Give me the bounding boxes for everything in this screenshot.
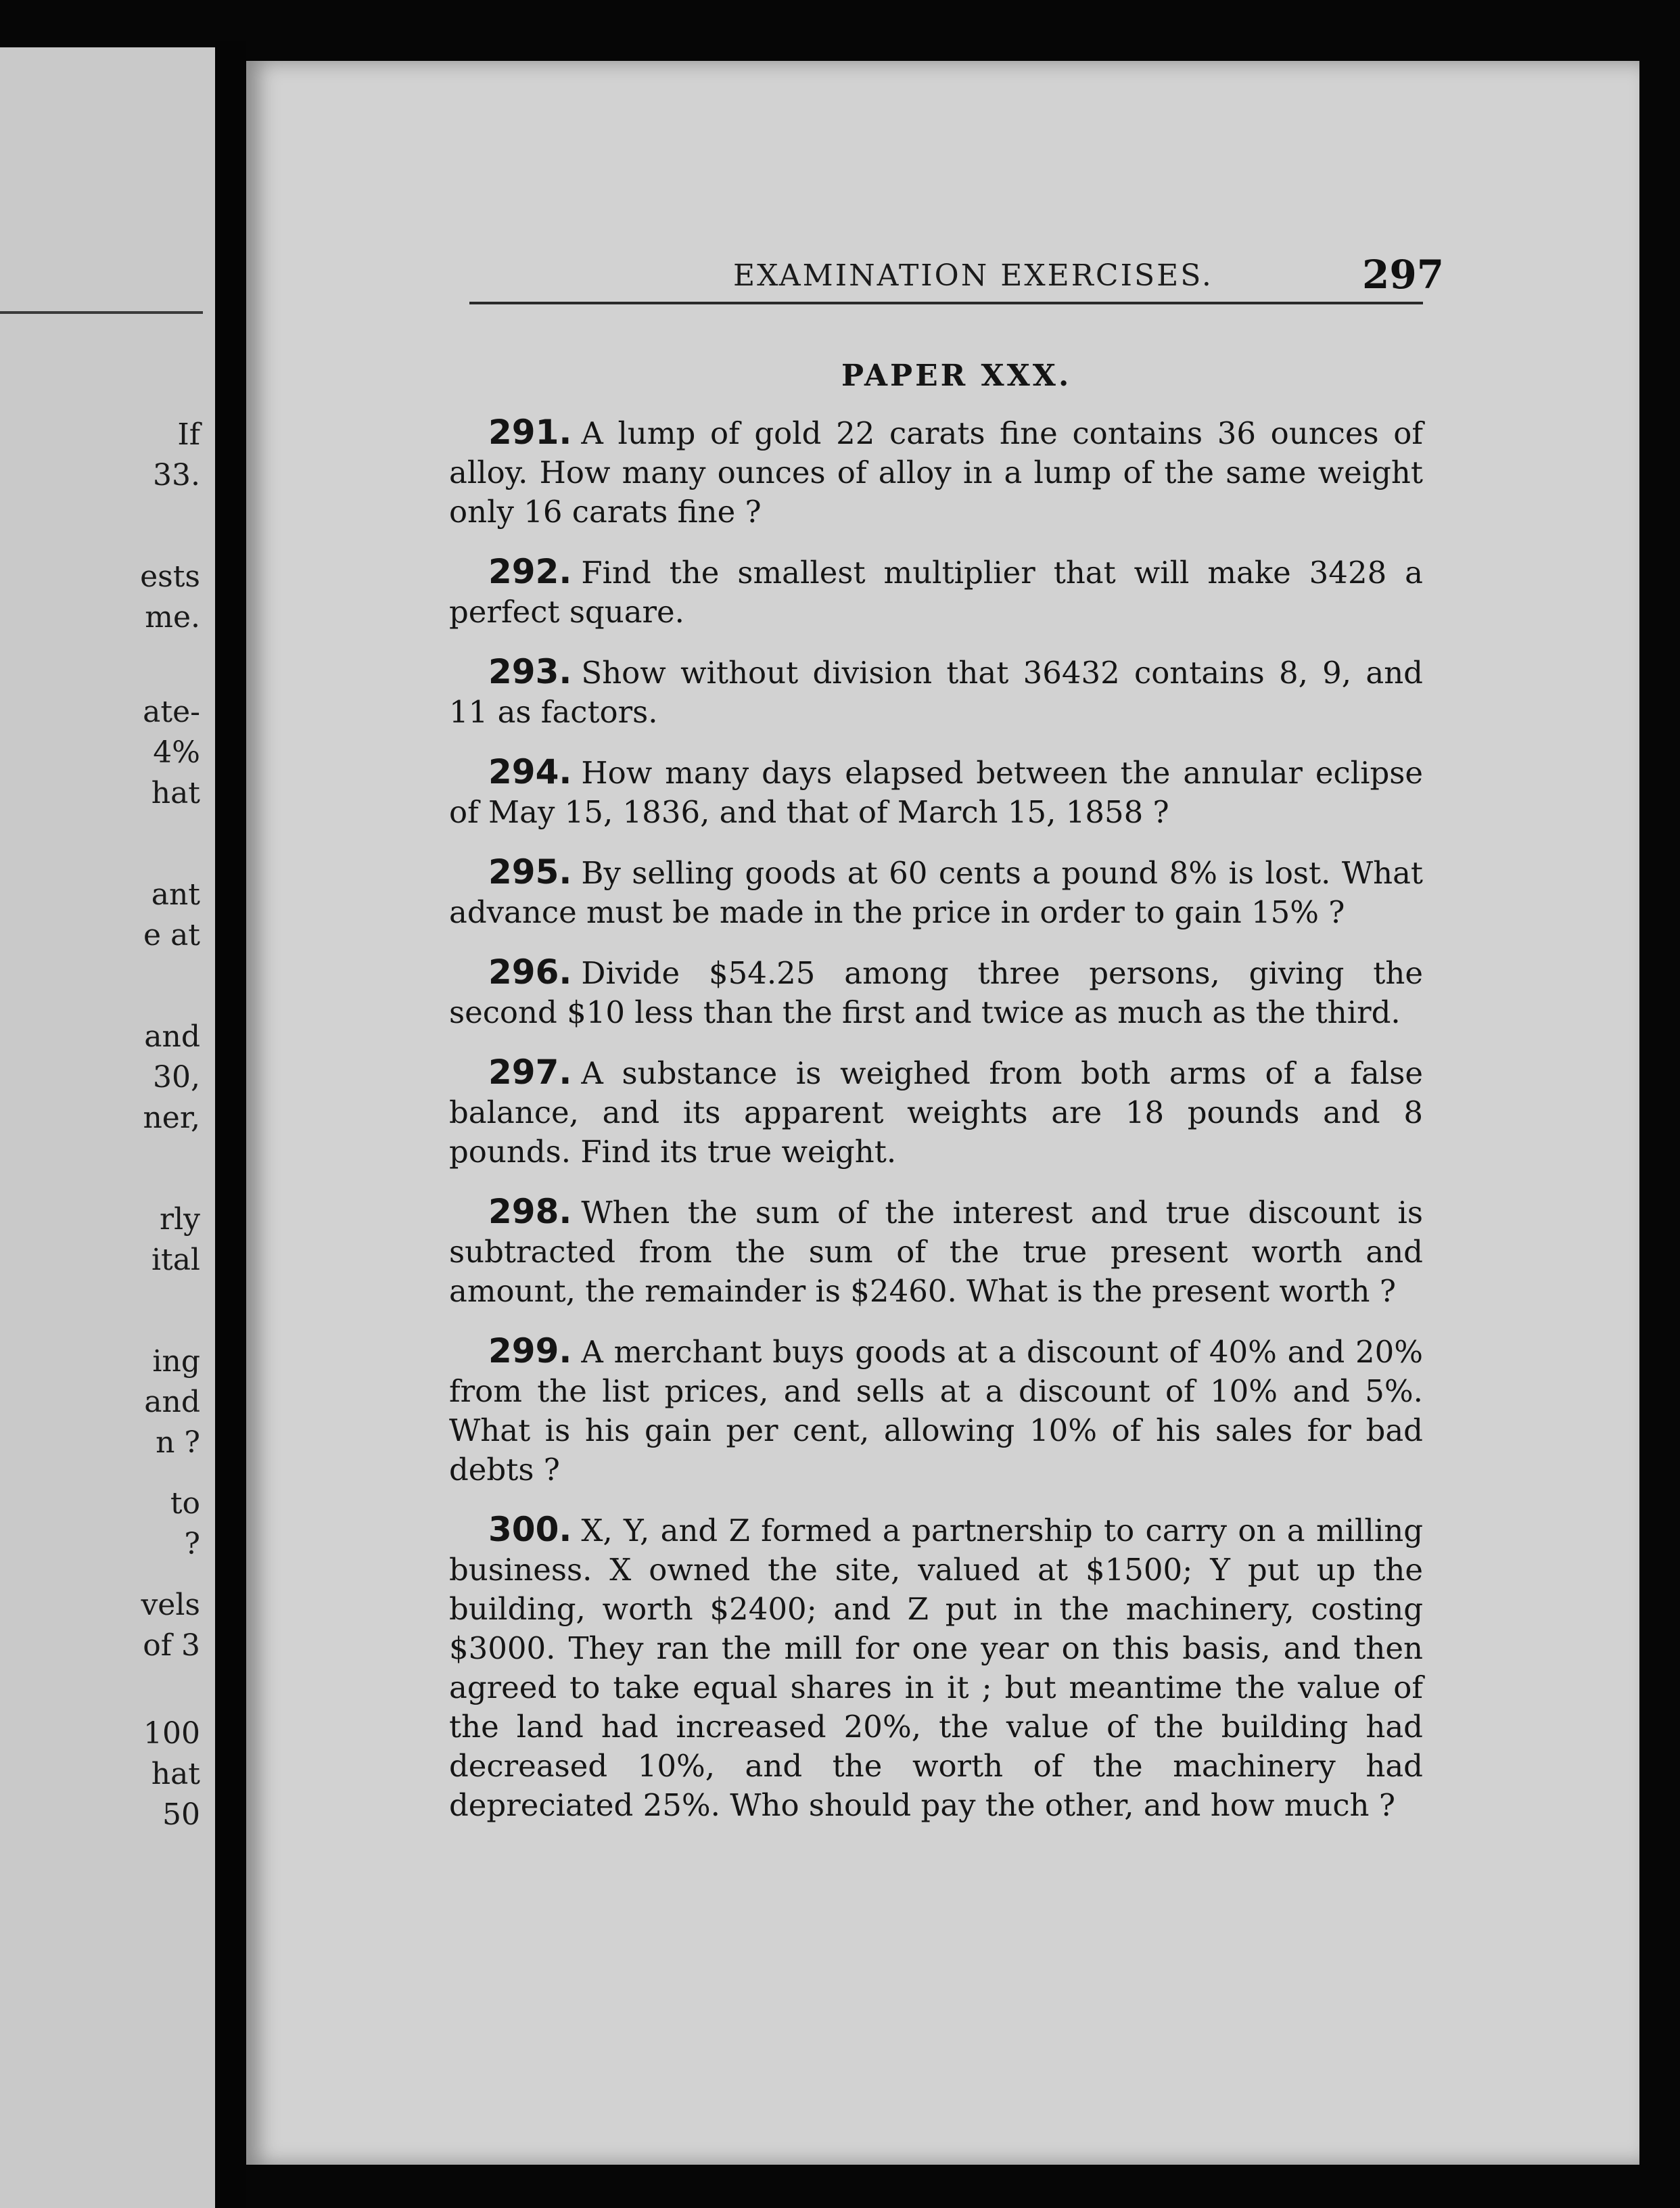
facing-page-fragment: to: [170, 1486, 200, 1521]
exercise-text: Find the smallest multiplier that will make 3428 a perfect square.: [449, 555, 1423, 630]
facing-page-fragment: n ?: [156, 1425, 200, 1460]
exercise-293: [449, 652, 1423, 732]
facing-page-fragment: vels: [141, 1588, 200, 1622]
facing-page-fragment: If: [177, 417, 200, 452]
exercise-text: Divide $54.25 among three persons, giving the second $10 less than the first and twice as much as the third.: [449, 955, 1423, 1030]
exercise-300: [449, 1510, 1423, 1825]
exercise-number: 292.: [488, 552, 572, 591]
facing-page-fragment: and: [144, 1019, 200, 1054]
facing-page-fragment: 4%: [153, 735, 200, 770]
exercise-list: [449, 413, 1423, 1845]
section-title: PAPER XXX.: [841, 359, 1072, 393]
exercise-296: [449, 952, 1423, 1032]
exercise-297: [449, 1053, 1423, 1172]
facing-page-fragment: of 3: [143, 1628, 200, 1663]
facing-page-fragment: ests: [140, 559, 200, 594]
facing-page-fragment: hat: [151, 776, 200, 810]
facing-page-fragment: me.: [145, 600, 200, 635]
book-page: [246, 61, 1639, 2165]
exercise-number: 296.: [488, 952, 572, 992]
page-number: 297: [1362, 252, 1445, 298]
header-rule: [469, 302, 1423, 304]
exercise-number: 300.: [488, 1510, 572, 1549]
facing-page-fragment: hat: [151, 1757, 200, 1791]
exercise-299: [449, 1331, 1423, 1490]
facing-page-fragment: ital: [151, 1243, 200, 1277]
exercise-number: 291.: [488, 413, 572, 452]
facing-page: [0, 47, 215, 2208]
facing-page-fragment: ner,: [143, 1101, 200, 1135]
exercise-text: A lump of gold 22 carats fine contains 36 ounces of alloy. How many ounces of alloy in a lump of the same weight only 16 carats fine ?: [449, 415, 1423, 530]
facing-page-fragment: 30,: [153, 1060, 200, 1095]
facing-page-fragment: rly: [160, 1202, 200, 1237]
exercise-text: X, Y, and Z formed a partnership to carry on a milling business. X owned the site, valued at $1500; Y put up the building, worth $2400; and Z put in the machinery, costing $3000. They ran the mill for one year on this basis, and then agreed to take equal shares in it ; but meantime the value of the land had increased 20%, the value of the building had decreased 10%, and the worth of the machinery had depreciated 25%. Who should pay the other, and how much ?: [449, 1513, 1423, 1823]
exercise-text: A merchant buys goods at a discount of 40% and 20% from the list prices, and sells at a discount of 10% and 5%. What is his gain per cent, allowing 10% of his sales for bad debts ?: [449, 1334, 1423, 1488]
facing-page-fragment: 100: [143, 1716, 200, 1751]
exercise-number: 298.: [488, 1192, 572, 1231]
exercise-number: 295.: [488, 852, 572, 892]
exercise-text: A substance is weighed from both arms of a false balance, and its apparent weights are 18 pounds and 8 pounds. Find its true weight.: [449, 1055, 1423, 1170]
running-head: EXAMINATION EXERCISES.: [733, 258, 1213, 293]
exercise-number: 299.: [488, 1331, 572, 1371]
exercise-number: 293.: [488, 652, 572, 691]
facing-page-fragment: 33.: [153, 458, 200, 492]
facing-page-rule: [0, 311, 203, 314]
exercise-text: How many days elapsed between the annular eclipse of May 15, 1836, and that of March 15, 1858 ?: [449, 755, 1423, 830]
exercise-text: Show without division that 36432 contains 8, 9, and 11 as factors.: [449, 655, 1423, 730]
book-spine-gutter: [215, 41, 246, 2208]
facing-page-fragment: e at: [143, 918, 200, 952]
exercise-298: [449, 1192, 1423, 1311]
facing-page-fragment: ing: [152, 1344, 200, 1379]
exercise-number: 297.: [488, 1053, 572, 1092]
facing-page-fragment: ?: [184, 1527, 200, 1561]
exercise-text: When the sum of the interest and true discount is subtracted from the sum of the true present worth and amount, the remainder is $2460. What is the present worth ?: [449, 1195, 1423, 1309]
exercise-295: [449, 852, 1423, 932]
exercise-number: 294.: [488, 752, 572, 791]
facing-page-fragment: ant: [151, 877, 200, 912]
facing-page-fragment: ate-: [143, 695, 200, 729]
facing-page-fragment: and: [144, 1385, 200, 1419]
exercise-291: [449, 413, 1423, 532]
exercise-292: [449, 552, 1423, 632]
exercise-text: By selling goods at 60 cents a pound 8% is lost. What advance must be made in the price in order to gain 15% ?: [449, 855, 1423, 930]
exercise-294: [449, 752, 1423, 832]
facing-page-fragment: 50: [162, 1797, 200, 1832]
